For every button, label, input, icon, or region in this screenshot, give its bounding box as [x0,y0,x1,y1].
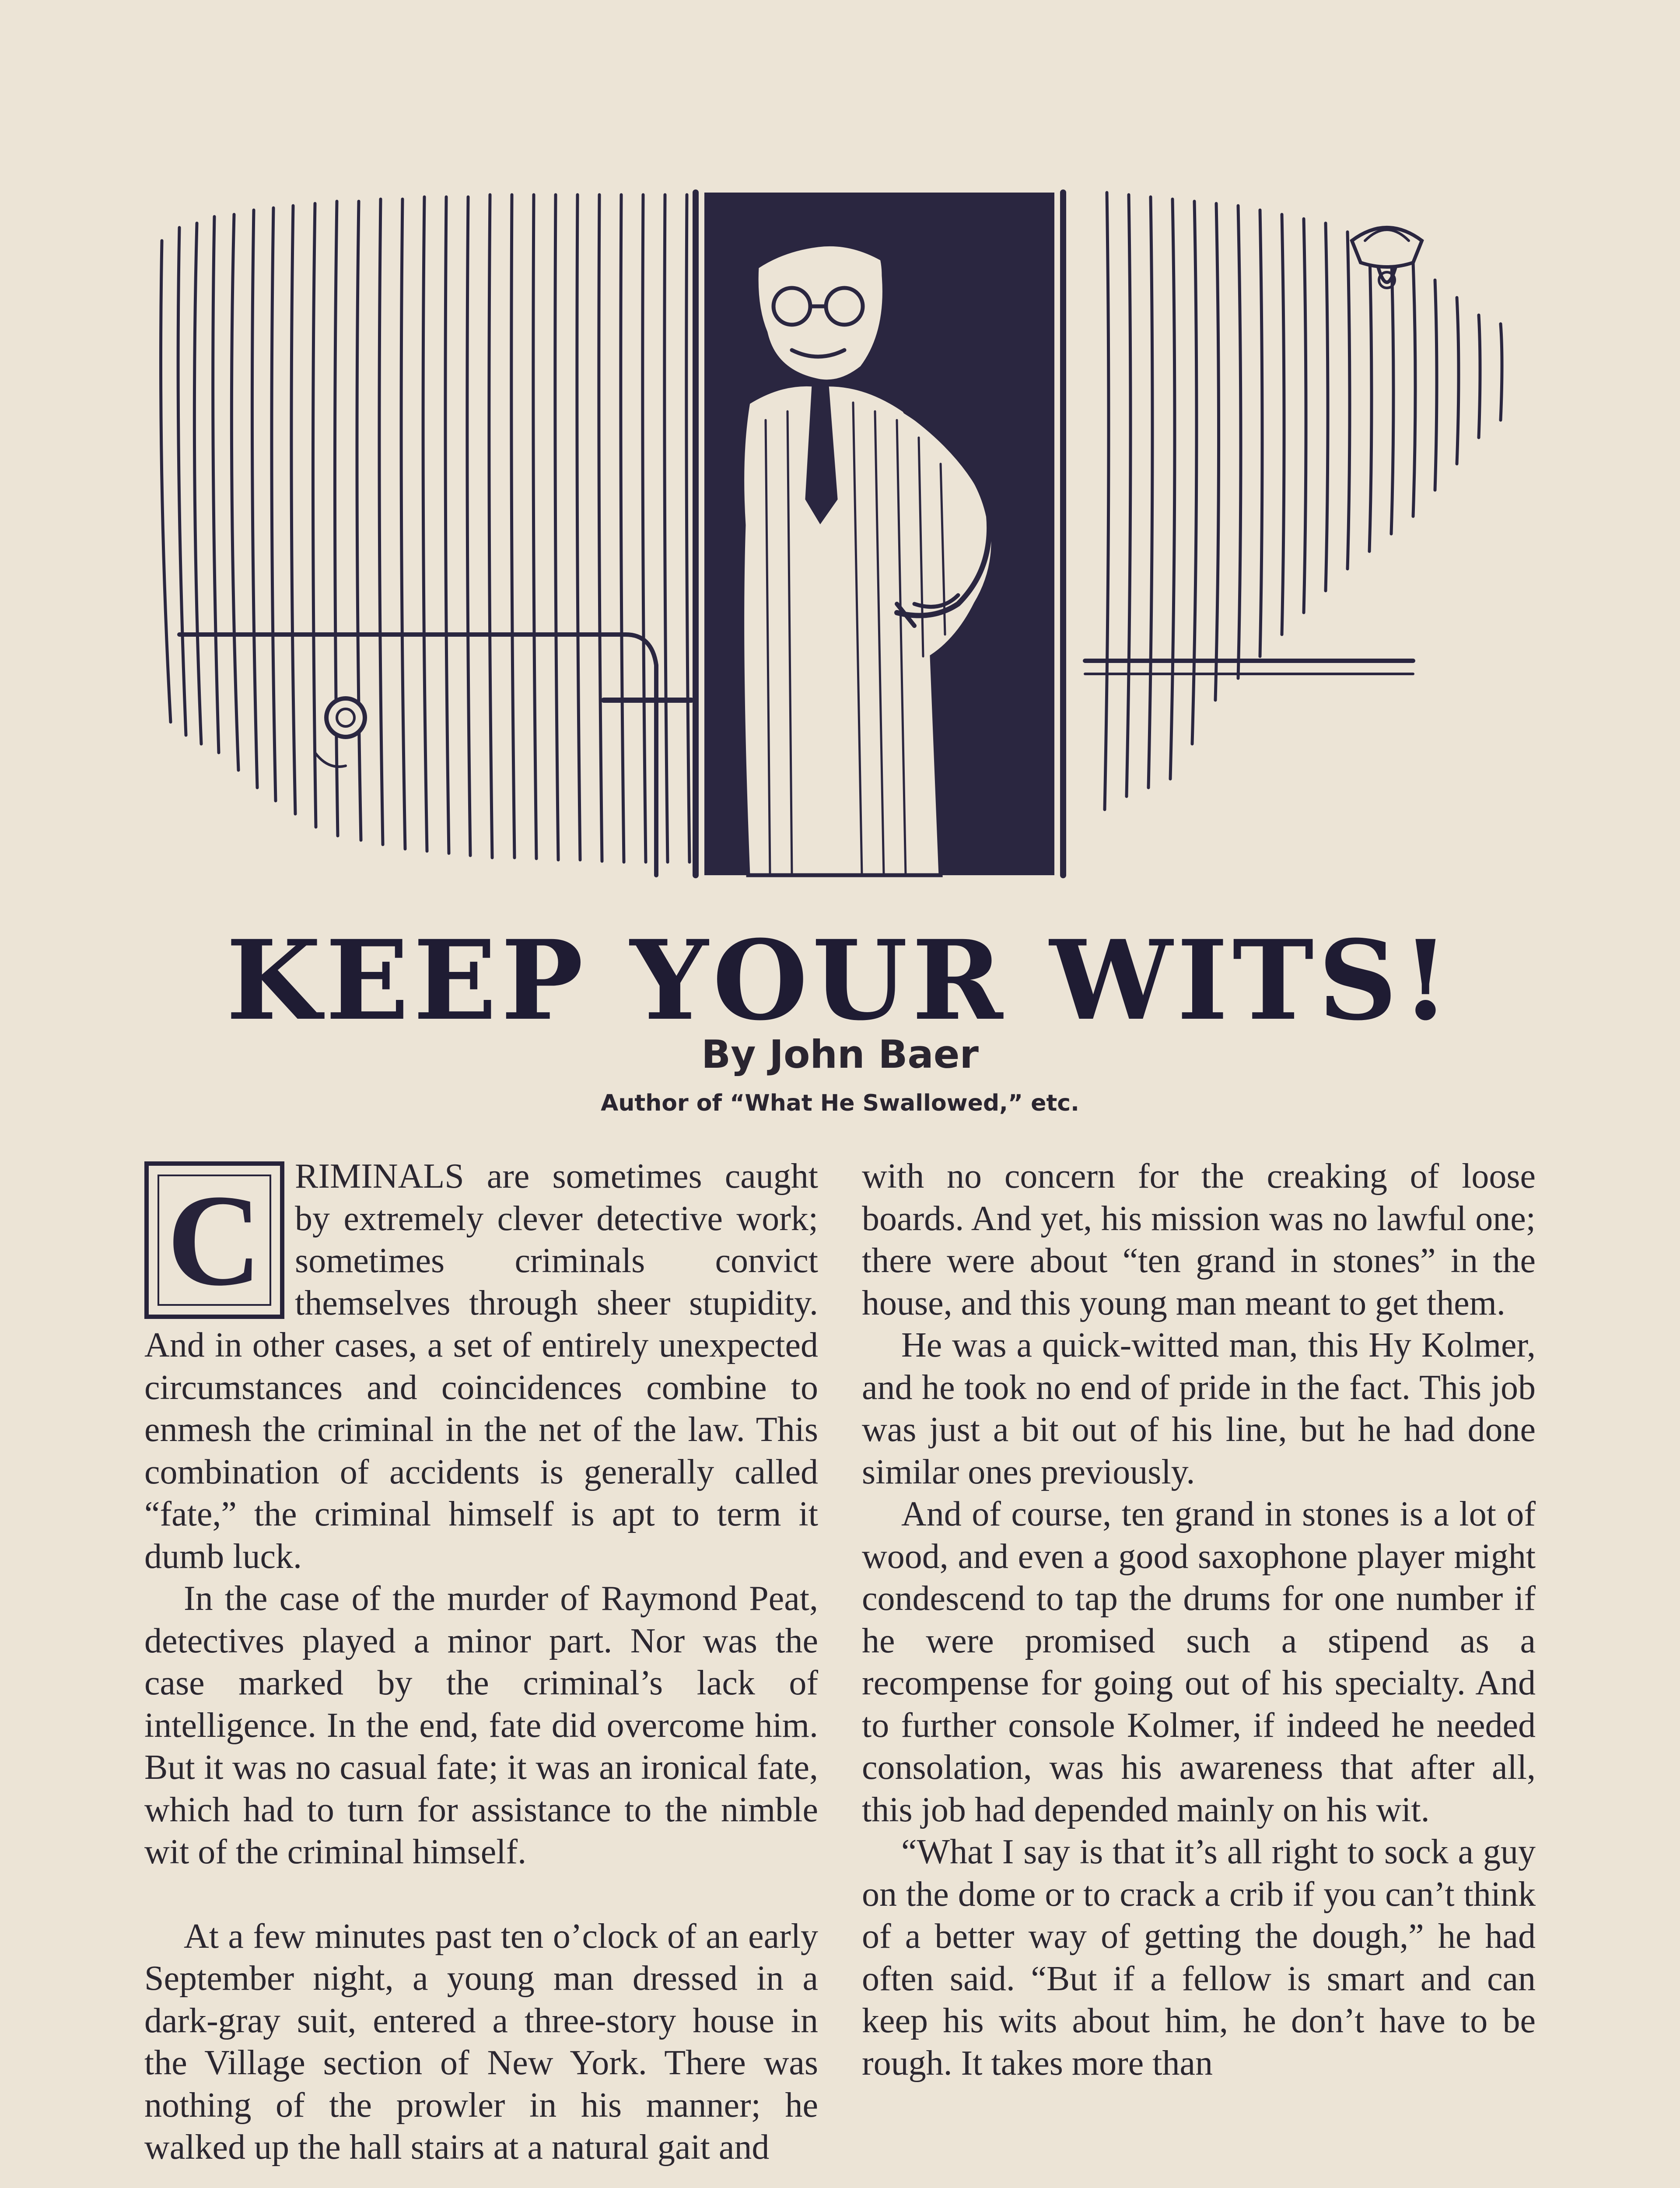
story-illustration [144,175,1544,884]
author-note: Author of “What He Swallowed,” etc. [601,1090,1079,1116]
drop-cap [144,1161,284,1319]
paragraph: In the case of the murder of Raymond Peat, detectives played a minor part. Nor was the case marked by the criminal’s lack of intelligence. In the end, fate did overcome him. But it was no casual fate; it was an ironical fate, which had to turn for assistance to the nimble wit of the criminal himself. [144,1579,818,1871]
story-title: KEEP YOUR WITS! [226,916,1454,1045]
drop-cap-letter: C [158,1175,271,1306]
illustration-man-in-doorway [144,175,1544,884]
byline: By John Baer [701,1032,979,1077]
paragraph: with no concern for the creaking of loose boards. And yet, his mission was no lawful one; there were about “ten grand in stones” in the house, and this young man meant to get them. [862,1157,1536,1322]
paragraph: He was a quick-witted man, this Hy Kolmer, and he took no end of pride in the fact. This job was just a bit out of his line, but he had done similar ones previously. [862,1326,1536,1491]
paragraph: “What I say is that it’s all right to sock a guy on the dome or to crack a crib if you can’t think of a better way of getting the dough,” he had often said. “But if a fellow is smart and can keep his wits about him, he don’t have to be rough. It takes more than [862,1833,1536,2083]
paragraph: At a few minutes past ten o’clock of an early September night, a young man dressed in a dark-gray suit, entered a three-story house in the Village section of New York. There was nothing of the prowler in his manner; he walked up the hall stairs at a natural gait and [144,1917,818,2167]
paragraph: RIMINALS are sometimes caught by extremely clever detective work; sometimes criminals convict themselves through sheer stupidity. And in other cases, a set of entirely unexpected circumstances and coincidences combine to enmesh the criminal in the net of the law. This combination of accidents is generally called “fate,” the criminal himself is apt to term it dumb luck. [144,1157,818,1576]
text-column-left [144,1155,818,2169]
paragraph: And of course, ten grand in stones is a lot of wood, and even a good saxophone player might condescend to tap the drums for one number if he were promised such a stipend as a recompense for going out of his specialty. And to further console Kolmer, if indeed he needed consolation, was his awareness that after all, this job had depended mainly on his wit. [862,1495,1536,1829]
text-column-right [862,1155,1536,2084]
